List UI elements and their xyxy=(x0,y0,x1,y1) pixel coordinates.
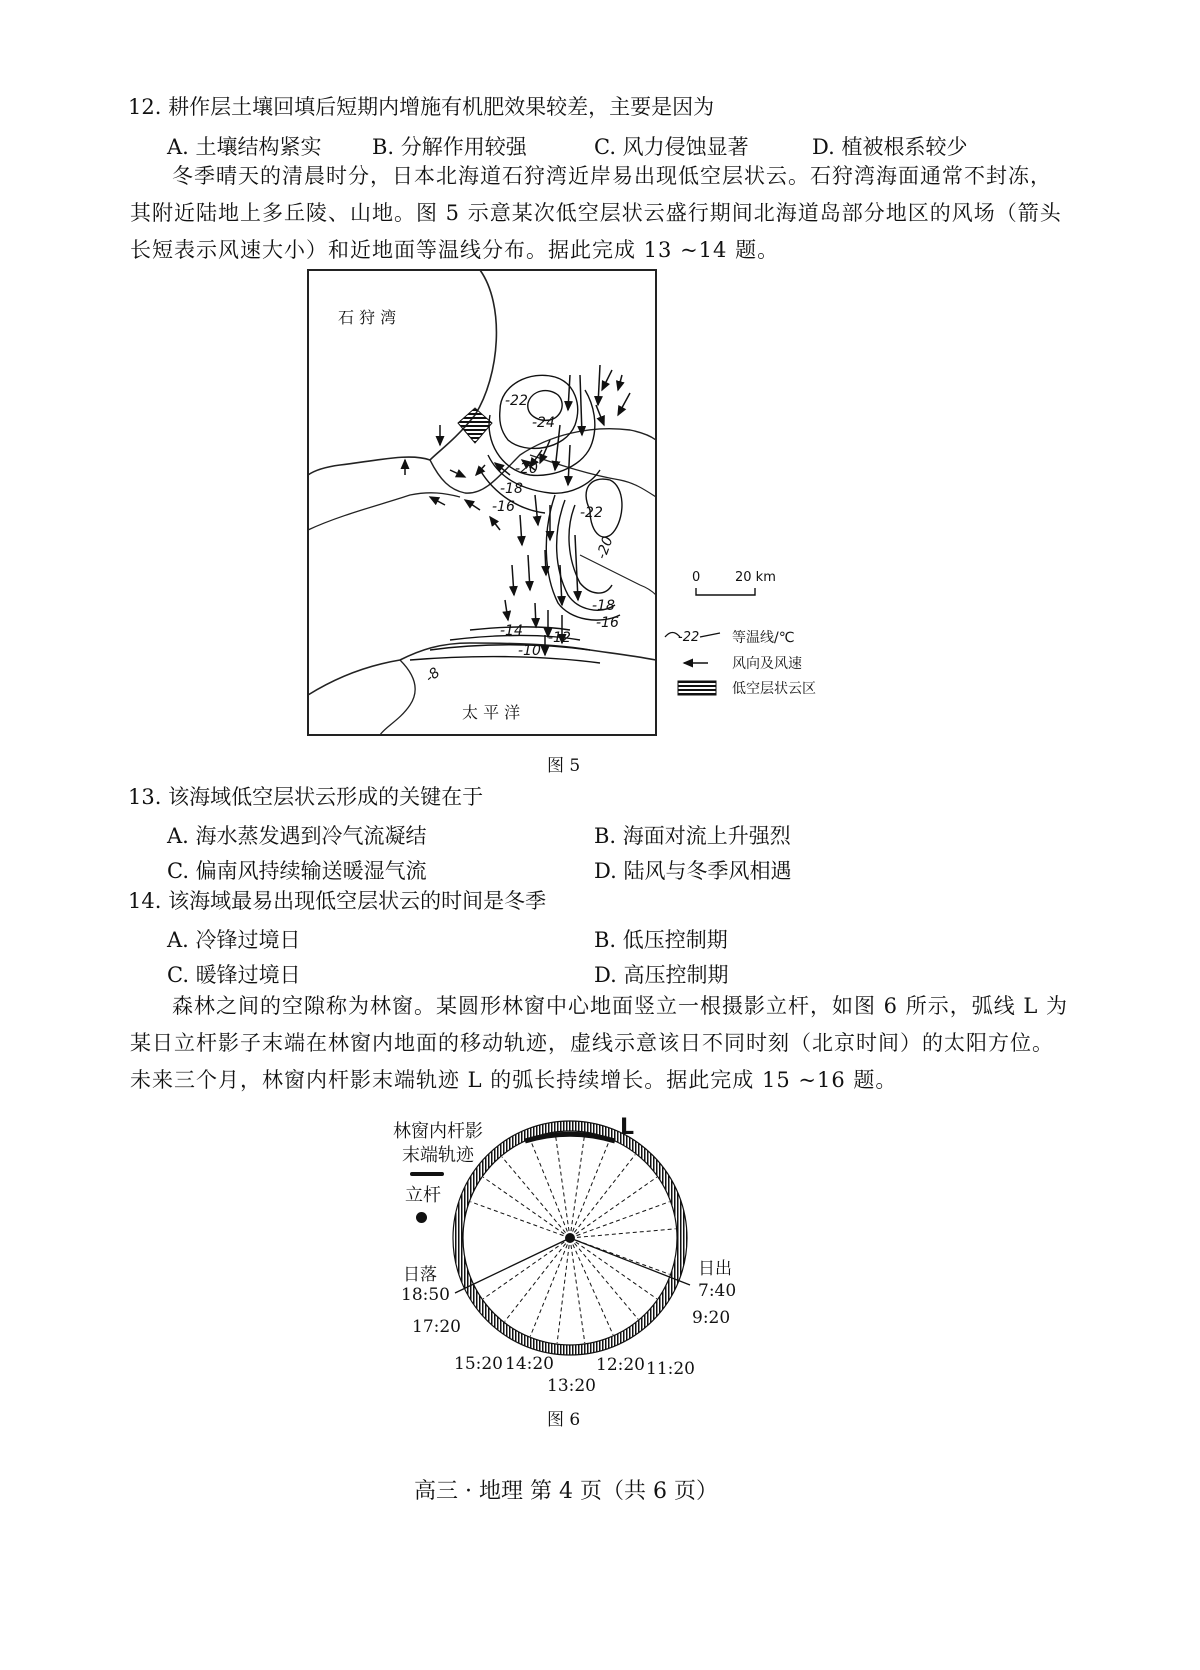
legend-track-line1: 林窗内杆影 xyxy=(393,1121,483,1142)
sun-azimuth-line xyxy=(505,1238,570,1322)
time-label: 14:20 xyxy=(505,1354,554,1374)
isotherm-label: -10 xyxy=(518,643,541,659)
intro-15-16: 森林之间的空隙称为林窗。某圆形林窗中心地面竖立一根摄影立杆，如图 6 所示，弧线 L 为某日立杆影子末端在林窗内地面的移动轨迹，虚线示意该日不同时刻（北京时间）的太阳方位。未来三个月，林窗内杆影末端轨迹 L 的弧长持续增长。据此完成 15 ~16 题。 xyxy=(130,994,1069,1092)
legend-isotherm: 等温线/℃ xyxy=(732,630,795,646)
legend-track-line2: 末端轨迹 xyxy=(402,1145,474,1166)
sun-azimuth-line xyxy=(483,1177,570,1238)
sun-azimuth-line xyxy=(483,1238,570,1299)
q12-option-d: D. 植被根系较少 xyxy=(812,135,968,159)
q14-option-a: A. 冷锋过境日 xyxy=(167,928,301,952)
time-label: 18:50 xyxy=(401,1285,450,1305)
isotherm-label: -18 xyxy=(592,598,615,614)
q14-option-b: B. 低压控制期 xyxy=(594,928,728,952)
isotherm-label: -8 xyxy=(422,664,444,687)
legend-wind: 风向及风速 xyxy=(732,656,802,672)
isotherm-label: -24 xyxy=(532,415,555,431)
legend-track-line-icon xyxy=(410,1172,444,1176)
isotherm-label: -14 xyxy=(500,623,523,639)
q12-option-b: B. 分解作用较强 xyxy=(372,135,527,159)
sun-azimuth-line xyxy=(555,1133,570,1238)
sun-azimuth-line xyxy=(570,1177,657,1238)
time-label: 11:20 xyxy=(646,1359,695,1379)
sun-azimuth-line xyxy=(570,1238,657,1299)
page-footer: 高三 · 地理 第 4 页（共 6 页） xyxy=(414,1479,718,1504)
sunset-label: 日落 xyxy=(403,1265,437,1285)
sun-azimuth-line xyxy=(570,1229,676,1238)
figure-5-caption: 图 5 xyxy=(547,756,581,776)
arc-label-l: L xyxy=(620,1115,635,1140)
legend-isotherm-sample: -22 xyxy=(678,630,700,645)
map-frame xyxy=(308,270,656,735)
q13-option-d: D. 陆风与冬季风相遇 xyxy=(594,859,792,883)
figure-6-caption: 图 6 xyxy=(547,1410,581,1430)
q12-option-a: A. 土壤结构紧实 xyxy=(167,135,322,159)
shadow-track-arc xyxy=(525,1134,615,1141)
time-label: 9:20 xyxy=(692,1308,731,1328)
time-label: 13:20 xyxy=(547,1376,596,1396)
isotherm-label: -12 xyxy=(548,630,571,646)
q12-option-c: C. 风力侵蚀显著 xyxy=(594,135,749,159)
sun-azimuth-line xyxy=(570,1140,610,1238)
sea-label-south: 太 平 洋 xyxy=(462,703,521,722)
time-label: 12:20 xyxy=(596,1355,645,1375)
isotherm-label: -22 xyxy=(505,393,528,409)
time-label: 15:20 xyxy=(454,1354,503,1374)
q13-option-a: A. 海水蒸发遇到冷气流凝结 xyxy=(167,824,427,848)
time-label: 17:20 xyxy=(412,1317,461,1337)
sun-azimuth-line xyxy=(570,1202,670,1238)
legend-pole: 立杆 xyxy=(405,1185,441,1206)
isotherm-label: -16 xyxy=(596,615,619,631)
sun-azimuth-line xyxy=(570,1133,585,1238)
q13-option-c: C. 偏南风持续输送暖湿气流 xyxy=(167,859,427,883)
sea-label-north: 石 狩 湾 xyxy=(338,308,397,327)
sunrise-label: 日出 xyxy=(698,1259,732,1279)
intro-13-14: 冬季晴天的清晨时分，日本北海道石狩湾近岸易出现低空层状云。石狩湾海面通常不封冻，其附近陆地上多丘陵、山地。图 5 示意某次低空层状云盛行期间北海道岛部分地区的风场（箭头长短表示风速大小）和近地面等温线分布。据此完成 13 ~14 题。 xyxy=(130,164,1062,262)
legend-cloud: 低空层状云区 xyxy=(732,681,816,697)
q14-stem: 14. 该海域最易出现低空层状云的时间是冬季 xyxy=(128,889,547,913)
q14-option-d: D. 高压控制期 xyxy=(594,963,729,987)
isotherm-label: -20 xyxy=(515,461,538,477)
legend xyxy=(665,629,816,697)
q12-stem: 12. 耕作层土壤回填后短期内增施有机肥效果较差，主要是因为 xyxy=(128,95,715,119)
isotherm-label: -20 xyxy=(593,534,617,562)
scale-bar xyxy=(696,588,755,595)
time-label: 7:40 xyxy=(698,1281,737,1301)
sun-azimuth-line xyxy=(530,1140,570,1238)
pole-center xyxy=(565,1233,575,1243)
q13-stem: 13. 该海域低空层状云形成的关键在于 xyxy=(128,785,484,809)
isotherm-label: -16 xyxy=(492,499,515,515)
isotherm-label: -18 xyxy=(500,481,523,497)
figure-5-map xyxy=(300,265,860,745)
q14-option-c: C. 暖锋过境日 xyxy=(167,963,301,987)
isotherm-label: -22 xyxy=(580,505,603,521)
q13-option-b: B. 海面对流上升强烈 xyxy=(594,824,791,848)
scale-label: 20 km xyxy=(735,570,776,585)
legend-pole-dot-icon xyxy=(416,1212,427,1223)
scale-zero: 0 xyxy=(692,570,701,585)
